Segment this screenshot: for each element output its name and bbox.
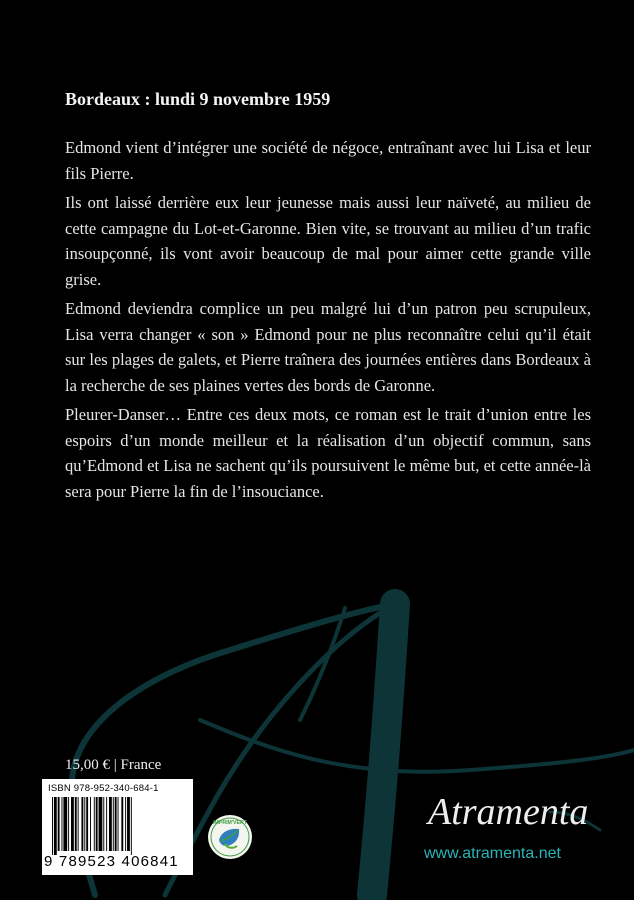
heading: Bordeaux : lundi 9 novembre 1959 (65, 89, 331, 109)
back-cover-summary (65, 135, 591, 508)
barcode-icon (50, 797, 186, 855)
summary-paragraph: Edmond deviendra complice un peu malgré lui d’un patron peu scrupuleux, Lisa verra changer « son » Edmond pour ne plus reconnaître celui qu’il était sur les plages de galets, et Pierre traînera des journées entières dans Bordeaux à la recherche de ses plaines vertes des bords de Garonne. (65, 299, 591, 395)
price: 15,00 € | France (65, 757, 162, 773)
barcode-digits: 9 789523 406841 (44, 853, 179, 870)
imprim-vert-logo (207, 814, 253, 860)
eco-label: IMPRIM'VERT (213, 820, 247, 826)
summary-paragraph: Ils ont laissé derrière eux leur jeunesse mais aussi leur naïveté, au milieu de cette campagne du Lot-et-Garonne. Bien vite, se trouvant au milieu d’un trafic insoupçonné, ils vont avoir beaucoup de mal pour aimer cette grande ville grise. (65, 193, 591, 289)
isbn-text: ISBN 978-952-340-684-1 (48, 783, 159, 794)
publisher-logo: Atramenta (428, 791, 589, 833)
summary-paragraph: Edmond vient d’intégrer une société de négoce, entraînant avec lui Lisa et leur fils Pierre. (65, 138, 591, 183)
barcode-box (42, 779, 193, 875)
publisher-website[interactable]: www.atramenta.net (424, 845, 561, 862)
summary-paragraph: Pleurer-Danser… Entre ces deux mots, ce roman est le trait d’union entre les espoirs d’un monde meilleur et la réalisation d’un objectif commun, sans qu’Edmond et Lisa ne sachent qu’ils poursuivent le même but, et cette année-là sera pour Pierre la fin de l’insouciance. (65, 405, 591, 501)
